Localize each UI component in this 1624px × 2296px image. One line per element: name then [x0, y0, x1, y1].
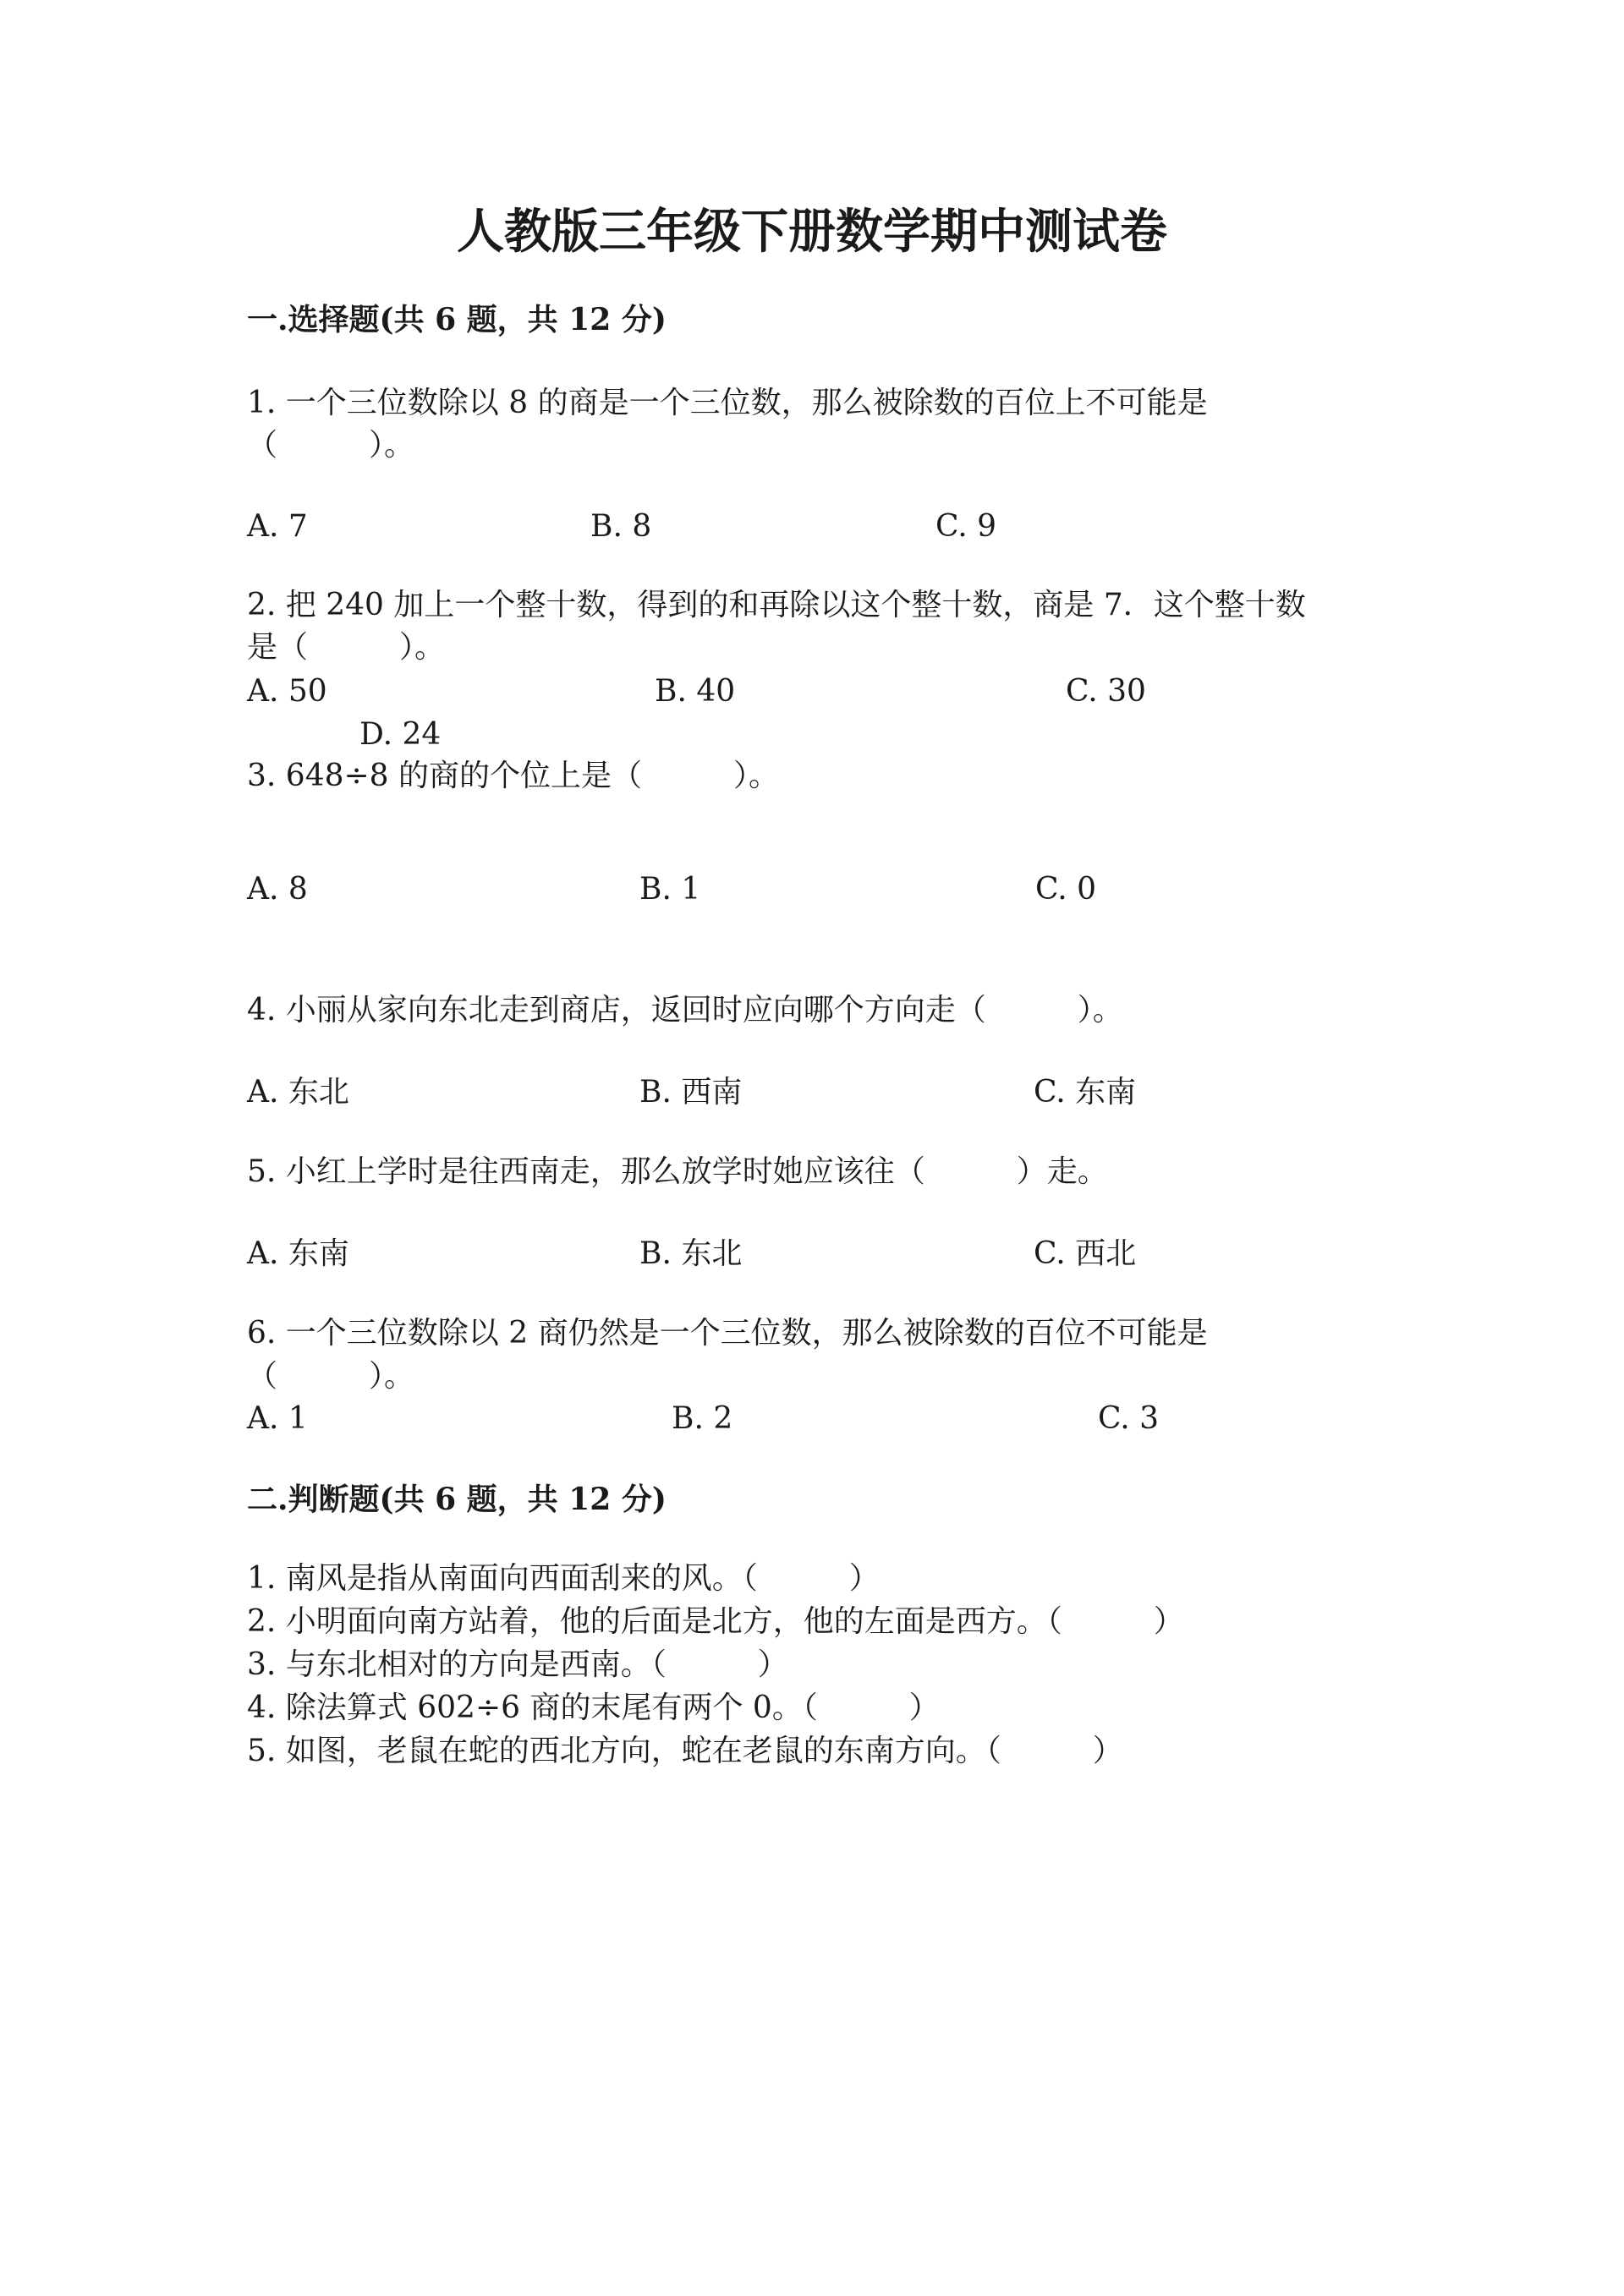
question-2-option-b: B. 40 — [655, 674, 736, 709]
question-2-option-d: D. 24 — [359, 717, 442, 752]
question-2-option-a: A. 50 — [247, 674, 327, 709]
question-6-option-c: C. 3 — [1098, 1401, 1160, 1436]
question-5-option-a: A. 东南 — [247, 1236, 349, 1271]
question-4-option-b: B. 西南 — [639, 1075, 743, 1110]
question-6-option-a: A. 1 — [247, 1401, 308, 1436]
question-5-option-b: B. 东北 — [639, 1236, 743, 1271]
question-1-text-cont: （ ）。 — [247, 428, 415, 463]
question-4-text: 4. 小丽从家向东北走到商店，返回时应向哪个方向走（ ）。 — [247, 993, 1123, 1027]
judgment-item: 2. 小明面向南方站着，他的后面是北方，他的左面是西方。（ ） — [247, 1604, 1184, 1639]
section-heading-judgment: 二.判断题(共 6 题，共 12 分) — [247, 1482, 667, 1517]
question-6-text: 6. 一个三位数除以 2 商仍然是一个三位数，那么被除数的百位不可能是 — [247, 1316, 1208, 1351]
question-4-option-c: C. 东南 — [1034, 1075, 1137, 1110]
question-6-text-cont: （ ）。 — [247, 1359, 415, 1394]
question-3-option-b: B. 1 — [639, 872, 701, 907]
question-1-option-c: C. 9 — [935, 509, 997, 544]
section-heading-choice: 一.选择题(共 6 题，共 12 分) — [247, 302, 667, 337]
question-1-option-b: B. 8 — [590, 509, 652, 544]
question-2-text: 2. 把 240 加上一个整十数，得到的和再除以这个整十数，商是 7．这个整十数 — [247, 588, 1306, 622]
question-3-option-a: A. 8 — [247, 872, 308, 907]
question-1-text: 1. 一个三位数除以 8 的商是一个三位数，那么被除数的百位上不可能是 — [247, 386, 1208, 420]
question-6-option-b: B. 2 — [672, 1401, 733, 1436]
question-5-text: 5. 小红上学时是往西南走，那么放学时她应该往（ ）走。 — [247, 1154, 1108, 1189]
judgment-item: 5. 如图，老鼠在蛇的西北方向，蛇在老鼠的东南方向。（ ） — [247, 1734, 1123, 1768]
judgment-item: 3. 与东北相对的方向是西南。（ ） — [247, 1647, 788, 1682]
judgment-item: 1. 南风是指从南面向西面刮来的风。（ ） — [247, 1561, 880, 1596]
question-3-text: 3. 648÷8 的商的个位上是（ ）。 — [247, 759, 780, 793]
question-1-option-a: A. 7 — [247, 509, 308, 544]
question-4-option-a: A. 东北 — [247, 1075, 349, 1110]
question-3-option-c: C. 0 — [1035, 872, 1097, 907]
question-2-option-c: C. 30 — [1066, 674, 1146, 709]
question-5-option-c: C. 西北 — [1034, 1236, 1137, 1271]
question-2-text-cont: 是（ ）。 — [247, 630, 446, 665]
page-title: 人教版三年级下册数学期中测试卷 — [457, 204, 1167, 260]
judgment-item: 4. 除法算式 602÷6 商的末尾有两个 0。（ ） — [247, 1690, 940, 1725]
